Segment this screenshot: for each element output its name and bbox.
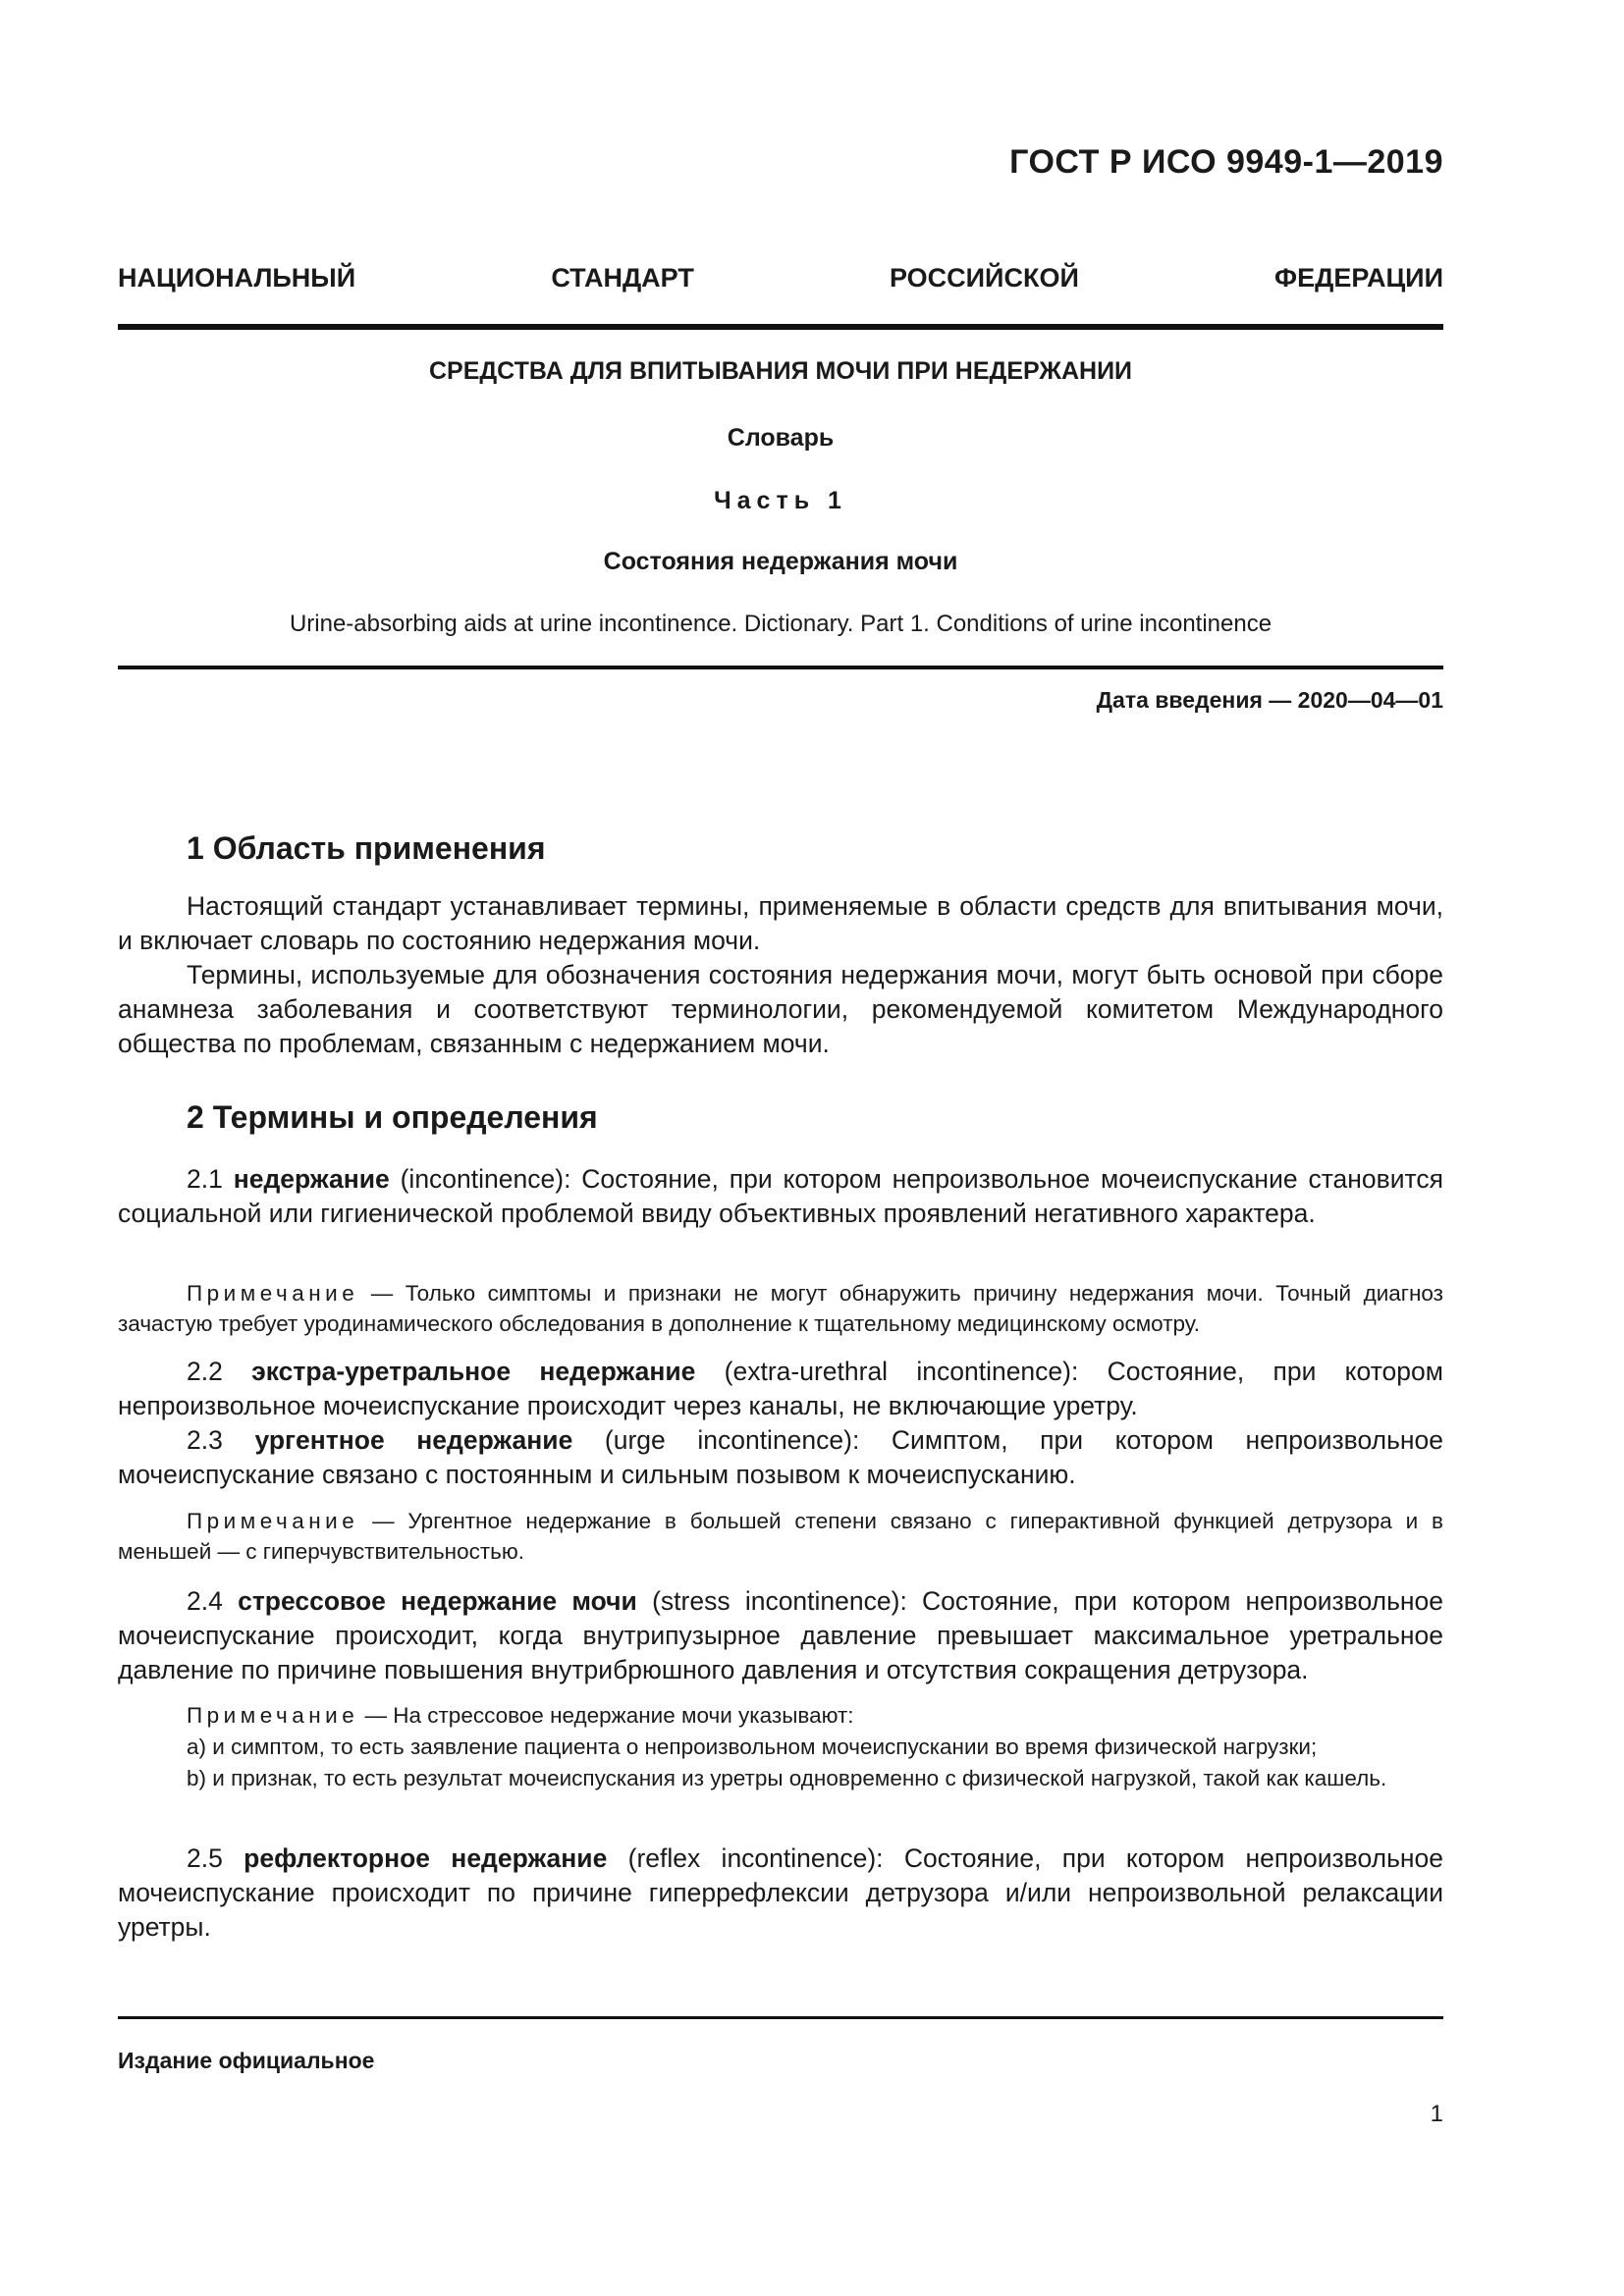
- term-2-4: [118, 1584, 1443, 1687]
- term-2-2: [118, 1355, 1443, 1423]
- note-2-4-item-a: [118, 1732, 1443, 1762]
- part-title: Состояния недержания мочи: [603, 548, 958, 575]
- term-number: 2.3: [187, 1425, 223, 1455]
- page-number: 1: [1430, 2101, 1443, 2127]
- note-2-4-item-b: [118, 1763, 1443, 1793]
- term-definition: (incontinence): Состояние, при котором непроизвольное мочеиспускание становится социальной или гигиенической проблемой ввиду объективных проявлений негативного характера.: [118, 1164, 1443, 1228]
- banner-word: НАЦИОНАЛЬНЫЙ: [118, 263, 356, 293]
- section-2-heading: 2 Термины и определения: [187, 1099, 598, 1135]
- banner-word: РОССИЙСКОЙ: [890, 263, 1079, 293]
- national-standard-banner: [118, 263, 1443, 294]
- top-divider: [118, 324, 1443, 330]
- standard-subtitle: Словарь: [727, 424, 835, 452]
- english-title: Urine-absorbing aids at urine incontinence. Dictionary. Part 1. Conditions of urine incontinence: [289, 611, 1272, 637]
- document-code: ГОСТ Р ИСО 9949-1—2019: [1009, 143, 1443, 181]
- note-text: — На стрессовое недержание мочи указывают:: [358, 1703, 854, 1728]
- section-1-heading: 1 Область применения: [187, 830, 546, 866]
- term-2-5: [118, 1842, 1443, 1945]
- note-label: Примечание: [187, 1281, 359, 1306]
- note-2-1: [118, 1278, 1443, 1339]
- official-edition-label: Издание официальное: [118, 2048, 375, 2073]
- term-name: рефлекторное недержание: [244, 1843, 608, 1873]
- term-definition: (extra-urethral incontinence): Состояние, при котором непроизвольное мочеиспускание происходит через каналы, не включающие уретру.: [118, 1357, 1443, 1420]
- term-number: 2.5: [187, 1843, 223, 1873]
- part-label: Часть 1: [714, 487, 847, 514]
- note-label: Примечание: [187, 1703, 359, 1728]
- term-definition: (stress incontinence): Состояние, при котором непроизвольное мочеиспускание происходит, когда внутрипузырное давление превышает максимальное уретральное давление по причине повышения внутрибрюшного давления и отсутствия сокращения детрузора.: [118, 1586, 1444, 1684]
- title-divider: [118, 666, 1443, 669]
- banner-word: ФЕДЕРАЦИИ: [1274, 263, 1443, 293]
- footer-divider: [118, 2016, 1443, 2019]
- term-number: 2.2: [187, 1357, 223, 1386]
- term-number: 2.1: [187, 1164, 223, 1194]
- term-definition: (urge incontinence): Симптом, при котором непроизвольное мочеиспускание связано с постоянным и сильным позывом к мочеиспусканию.: [118, 1425, 1443, 1489]
- section-1-paragraph: [118, 958, 1443, 1061]
- note-item-text: b) и признак, то есть результат мочеиспускания из уретры одновременно с физической нагрузкой, такой как кашель.: [187, 1766, 1387, 1790]
- term-name: стрессовое недержание мочи: [238, 1586, 637, 1616]
- term-name: недержание: [233, 1164, 390, 1194]
- banner-word: СТАНДАРТ: [551, 263, 694, 293]
- note-2-3: [118, 1506, 1443, 1567]
- note-2-4: [118, 1700, 1443, 1731]
- term-number: 2.4: [187, 1586, 223, 1616]
- note-item-text: а) и симптом, то есть заявление пациента о непроизвольном мочеиспускании во время физической нагрузки;: [187, 1735, 1318, 1759]
- section-1-p1-text: Настоящий стандарт устанавливает термины, применяемые в области средств для впитывания мочи, и включает словарь по состоянию недержания мочи.: [118, 891, 1443, 955]
- term-2-1: [118, 1162, 1443, 1231]
- note-text: — Ургентное недержание в большей степени связано с гиперактивной функцией детрузора и в меньшей — с гиперчувствительностью.: [118, 1509, 1443, 1564]
- section-1-p2-text: Термины, используемые для обозначения состояния недержания мочи, могут быть основой при сборе анамнеза заболевания и соответствуют терминологии, рекомендуемой комитетом Международного общества по проблемам, связанным с недержанием мочи.: [118, 960, 1443, 1058]
- note-label: Примечание: [187, 1509, 359, 1533]
- section-1-paragraph: [118, 889, 1443, 958]
- term-definition: (reflex incontinence): Состояние, при котором непроизвольное мочеиспускание происходит по причине гиперрефлексии детрузора и/или непроизвольной релаксации уретры.: [118, 1843, 1443, 1942]
- standard-title: СРЕДСТВА ДЛЯ ВПИТЫВАНИЯ МОЧИ ПРИ НЕДЕРЖАНИИ: [428, 357, 1133, 385]
- term-2-3: [118, 1423, 1443, 1492]
- term-name: экстра-уретральное недержание: [251, 1357, 696, 1386]
- introduction-date: Дата введения — 2020—04—01: [1096, 687, 1443, 713]
- note-text: — Только симптомы и признаки не могут обнаружить причину недержания мочи. Точный диагноз зачастую требует уродинамического обследования в дополнение к тщательному медицинскому осмотру.: [118, 1281, 1443, 1336]
- term-name: ургентное недержание: [254, 1425, 573, 1455]
